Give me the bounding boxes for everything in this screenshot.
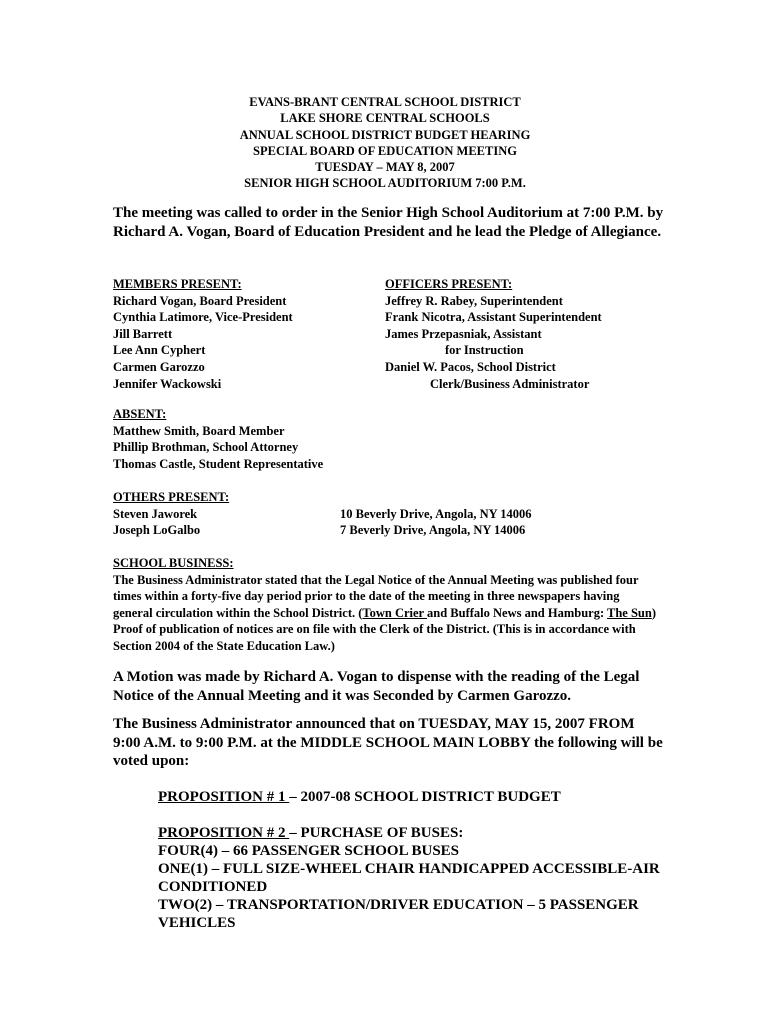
header-date: TUESDAY – MAY 8, 2007 (315, 160, 455, 175)
officers-heading: OFFICERS PRESENT: (385, 277, 513, 291)
header-district: EVANS-BRANT CENTRAL SCHOOL DISTRICT (249, 95, 521, 109)
school-business-heading: SCHOOL BUSINESS: (113, 556, 234, 570)
other-address: 7 Beverly Drive, Angola, NY 14006 (340, 523, 526, 538)
intro-paragraph: The meeting was called to order in the Senior High School Auditorium at 7:00 P.M. by Richard A. Vogan, Board of Education President and he lead the Pledge of Allegiance. (113, 205, 664, 240)
other-name: Joseph LoGalbo (113, 523, 201, 538)
absent-item: Thomas Castle, Student Representative (113, 456, 324, 471)
member-item: Cynthia Latimore, Vice-President (113, 310, 293, 325)
header-meeting: SPECIAL BOARD OF EDUCATION MEETING (253, 143, 517, 158)
proposition-2-text: – PURCHASE OF BUSES: (289, 825, 464, 841)
proposition-2-title (158, 824, 678, 842)
officer-item: Clerk/Business Administrator (430, 376, 590, 391)
town-crier-link-text: Town Crier (362, 605, 427, 620)
proposition-1 (158, 788, 678, 806)
proposition-2 (158, 824, 678, 932)
officer-item: Jeffrey R. Rabey, Superintendent (385, 293, 563, 308)
business-text-part: ) Proof of publication of notices are on file with the Clerk of the District. (This is in accordance with Section 2004 of the State Education Law.) (113, 605, 657, 653)
proposition-1-text: – 2007-08 SCHOOL DISTRICT BUDGET (289, 789, 561, 805)
absent-list (113, 406, 323, 472)
others-heading: OTHERS PRESENT: (113, 490, 230, 504)
school-business-section (113, 555, 658, 654)
business-text-part: The Business Administrator stated that the Legal Notice of the Annual Meeting was published four times within a forty-five day period prior to the date of the meeting in three newspapers having general circulation within the School District. ( (113, 572, 639, 620)
others-addresses (340, 506, 532, 539)
announcement-paragraph: The Business Administrator announced that on TUESDAY, MAY 15, 2007 FROM 9:00 A.M. to 9:00 P.M. at the MIDDLE SCHOOL MAIN LOBBY the following will be voted upon: (113, 716, 663, 769)
document-header (0, 94, 770, 192)
member-item: Lee Ann Cyphert (113, 343, 206, 358)
officer-item: Daniel W. Pacos, School District (385, 359, 556, 374)
officer-item: for Instruction (445, 343, 524, 358)
proposition-2-line: FOUR(4) – 66 PASSENGER SCHOOL BUSES (158, 843, 460, 859)
member-item: Carmen Garozzo (113, 359, 205, 374)
member-item: Jill Barrett (113, 326, 173, 341)
absent-item: Matthew Smith, Board Member (113, 423, 285, 438)
the-sun-text: The Sun (607, 605, 652, 620)
member-item: Richard Vogan, Board President (113, 293, 287, 308)
others-present (113, 489, 229, 539)
absent-item: Phillip Brothman, School Attorney (113, 440, 299, 455)
other-address: 10 Beverly Drive, Angola, NY 14006 (340, 506, 532, 521)
officer-item: Frank Nicotra, Assistant Superintendent (385, 310, 602, 325)
header-hearing: ANNUAL SCHOOL DISTRICT BUDGET HEARING (239, 127, 531, 142)
members-present (113, 276, 293, 392)
school-business-text (113, 572, 658, 655)
members-heading: MEMBERS PRESENT: (113, 277, 242, 291)
other-name: Steven Jaworek (113, 506, 198, 521)
header-schools: LAKE SHORE CENTRAL SCHOOLS (280, 111, 490, 126)
officer-item: James Przepasniak, Assistant (385, 326, 542, 341)
proposition-2-line: ONE(1) – FULL SIZE-WHEEL CHAIR HANDICAPPED ACCESSIBLE-AIR CONDITIONED (158, 861, 660, 895)
proposition-2-label: PROPOSITION # 2 (158, 825, 290, 841)
absent-heading: ABSENT: (113, 407, 167, 421)
proposition-2-line: TWO(2) – TRANSPORTATION/DRIVER EDUCATION – 5 PASSENGER VEHICLES (158, 897, 639, 931)
business-text-part: and Buffalo News and Hamburg: (427, 605, 608, 620)
officers-present (385, 276, 602, 392)
proposition-1-label: PROPOSITION # 1 (158, 789, 290, 805)
member-item: Jennifer Wackowski (113, 376, 222, 391)
header-location: SENIOR HIGH SCHOOL AUDITORIUM 7:00 P.M. (244, 176, 526, 191)
motion-paragraph: A Motion was made by Richard A. Vogan to dispense with the reading of the Legal Notice of the Annual Meeting and it was Seconded by Carmen Garozzo. (113, 669, 640, 704)
